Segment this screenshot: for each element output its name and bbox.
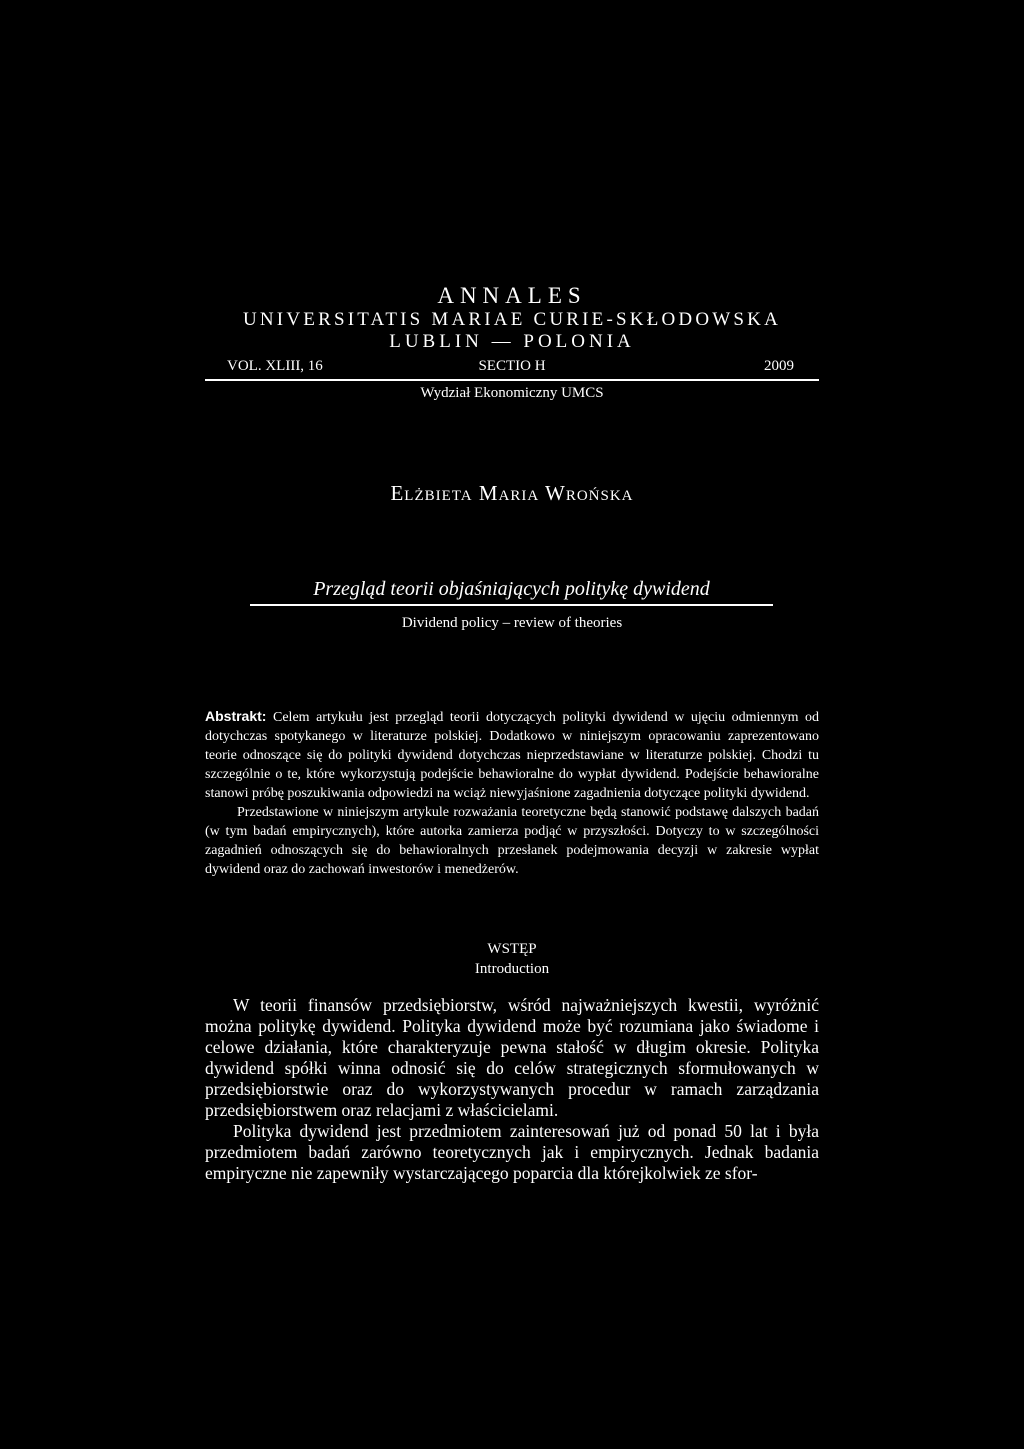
abstract-text: Celem artykułu jest przegląd teorii dotyczących polityki dywidend w ujęciu odmiennym od dotychczas spotykanego w literaturze polskiej. Dodatkowo w niniejszym opracowaniu zaprezentowano teorie odnoszące się do polityki dywidend dotychczas nieprzedstawiane w literaturze polskiej. Chodzi tu szczególnie o te, które wykorzystują podejście behawioralne do wypłat dywidend. Podejście behawioralne stanowi próbę poszukiwania odpowiedzi na wciąż niewyjaśnione zagadnienia dotyczące polityki dywidend.: [205, 710, 820, 801]
section-heading-polish: WSTĘP: [487, 941, 537, 957]
faculty-affiliation: Wydział Ekonomiczny UMCS: [420, 385, 604, 401]
journal-name-line3: LUBLIN — POLONIA: [389, 331, 635, 352]
body-paragraph: W teorii finansów przedsiębiorstw, wśród najważniejszych kwestii, wyróżnić można politykę dywidend. Polityka dywidend może być rozumiana jako świadome i celowe działania, które charakteryzuje pewna stałość w długim okresie. Polityka dywidend spółki winna odnosić się do celów strategicznych sformułowanych w przedsiębiorstwie oraz do wykorzystywanych procedur w ramach zarządzania przedsiębiorstwem oraz relacjami z właścicielami.: [205, 995, 819, 1120]
journal-name-line1: ANNALES: [437, 283, 587, 308]
journal-name-line2: UNIVERSITATIS MARIAE CURIE-SKŁODOWSKA: [242, 309, 782, 330]
body-paragraph-2: Polityka dywidend jest przedmiotem zainteresowań już od ponad 50 lat i była przedmiotem badań zarówno teoretycznych jak i empirycznych. Jednak badania empiryczne nie zapewniły wystarczającego poparcia dla którejkolwiek ze sfor-: [205, 1121, 819, 1183]
body-text: [205, 995, 819, 1184]
journal-header: [200, 283, 824, 353]
author-name: Elżbieta Maria Wrońska: [390, 481, 634, 505]
abstract-paragraph: [205, 707, 819, 803]
article-title-polish: Przegląd teorii objaśniających politykę dywidend: [250, 578, 773, 606]
abstract-label: Abstrakt:: [205, 708, 267, 724]
section-heading-english: Introduction: [474, 961, 550, 977]
abstract-paragraph-2: Przedstawione w niniejszym artykule rozważania teoretyczne będą stanowić podstawę dalszych badań (w tym badań empirycznych), które autorka zamierza podjąć w przyszłości. Dotyczy to w szczególności zagadnień odnoszących się do behawioralnych przesłanek podejmowania decyzji w zakresie wypłat dywidend oraz do zachowań inwestorów i menedżerów.: [205, 805, 819, 877]
section-heading: [0, 939, 1024, 979]
journal-volume: VOL. XLIII, 16: [227, 358, 323, 374]
abstract: [205, 707, 819, 879]
article-title-english: Dividend policy – review of theories: [401, 615, 623, 631]
journal-section: SECTIO H: [478, 358, 546, 374]
journal-year: 2009: [764, 358, 794, 374]
journal-meta-row: [205, 357, 819, 381]
